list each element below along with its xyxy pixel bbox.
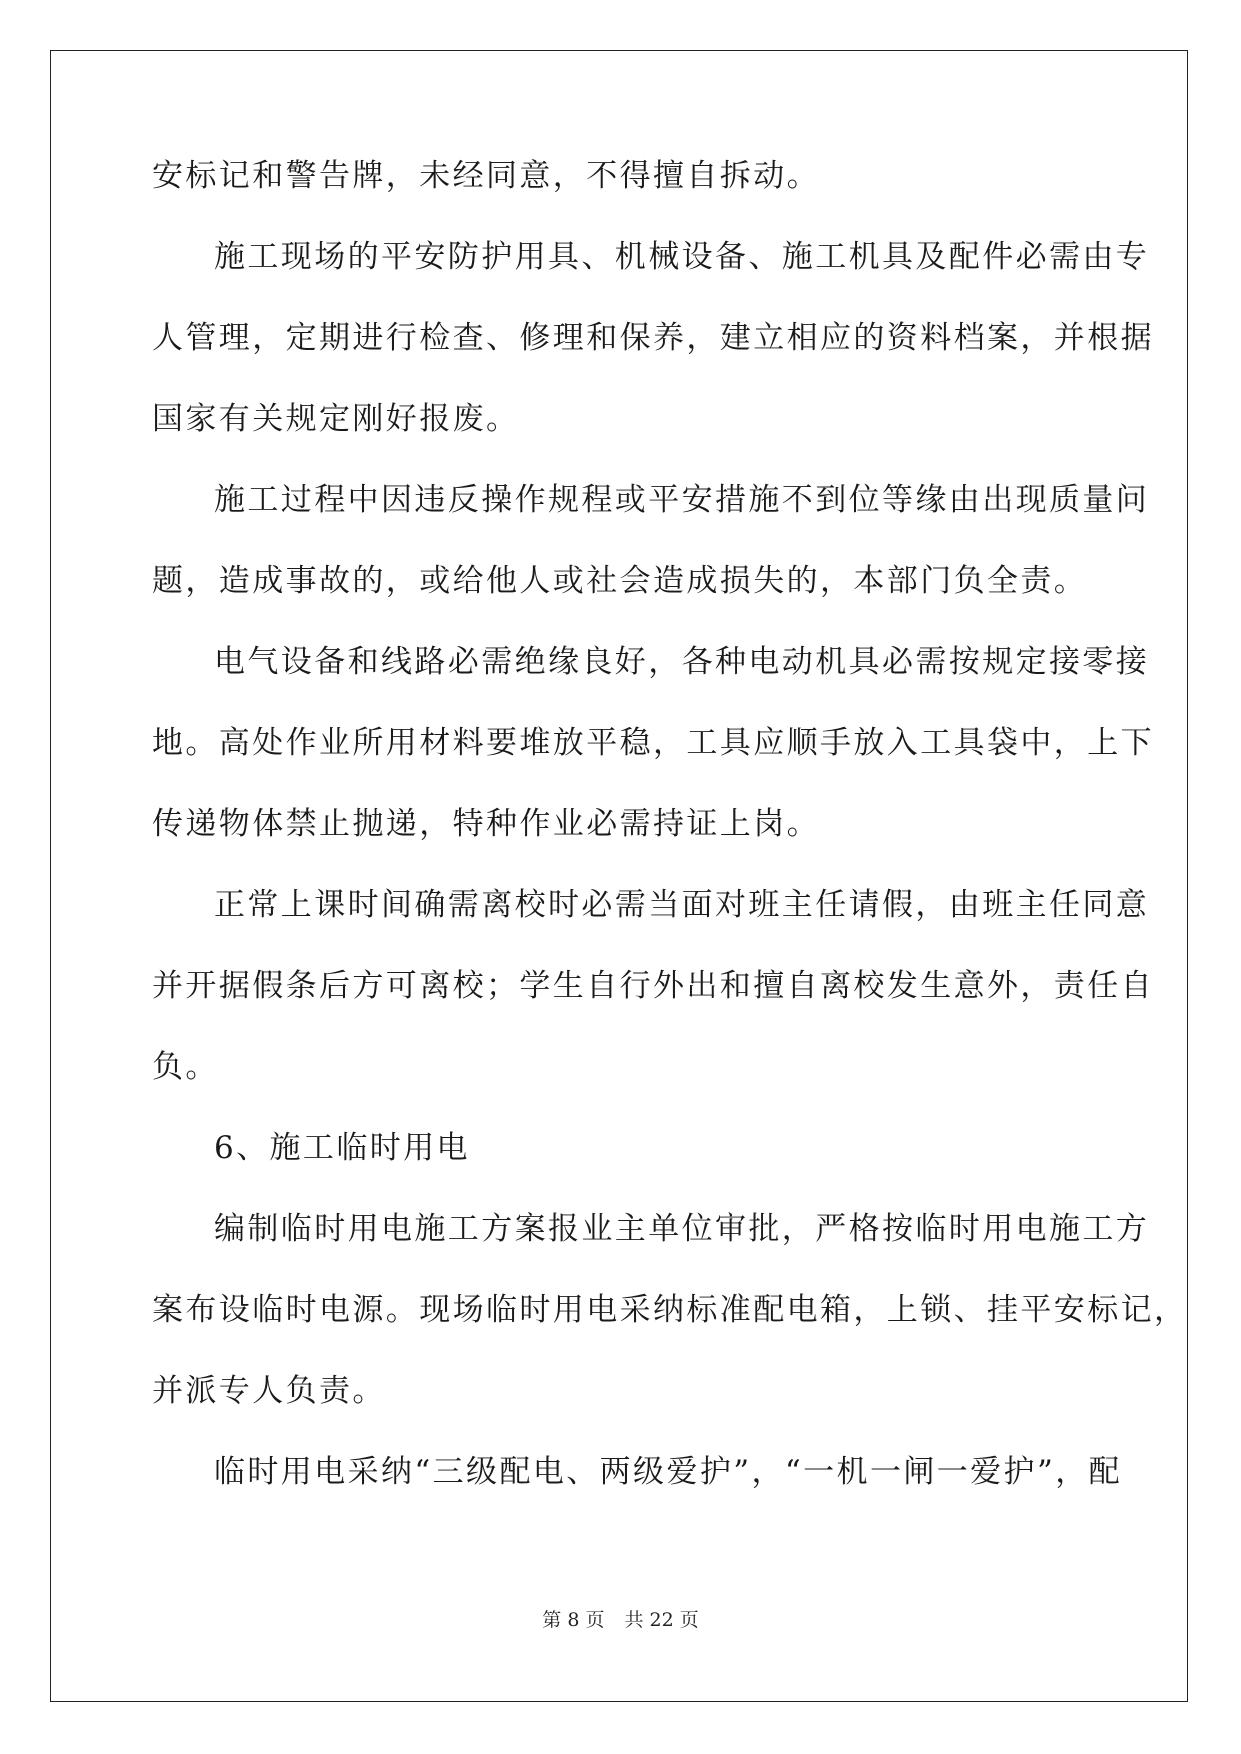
page-footer	[0, 1608, 1241, 1632]
text-line-4: 国家有关规定刚好报废。	[152, 401, 520, 437]
page-total: 共 22 页	[624, 1609, 699, 1631]
text-line-6: 题，造成事故的，或给他人或社会造成损失的，本部门负全责。	[152, 563, 1088, 599]
text-line-10: 正常上课时间确需离校时必需当面对班主任请假，由班主任同意	[214, 887, 1150, 923]
text-line-12: 负。	[152, 1049, 219, 1085]
text-line-11: 并开据假条后方可离校；学生自行外出和擅自离校发生意外，责任自	[152, 968, 1154, 1004]
text-line-14: 编制临时用电施工方案报业主单位审批，严格按临时用电施工方	[214, 1211, 1150, 1247]
text-line-17: 临时用电采纳“三级配电、两级爱护”，“一机一闸一爱护”，配	[214, 1454, 1122, 1490]
text-line-7: 电气设备和线路必需绝缘良好，各种电动机具必需按规定接零接	[214, 644, 1150, 680]
text-line-9: 传递物体禁止抛递，特种作业必需持证上岗。	[152, 806, 820, 842]
section-heading: 6、施工临时用电	[214, 1130, 470, 1166]
text-line-5: 施工过程中因违反操作规程或平安措施不到位等缘由出现质量问	[214, 482, 1150, 518]
text-line-15: 案布设临时电源。现场临时用电采纳标准配电箱，上锁、挂平安标记，	[152, 1292, 1188, 1328]
text-line-3: 人管理，定期进行检查、修理和保养，建立相应的资料档案，并根据	[152, 320, 1154, 356]
text-line-2: 施工现场的平安防护用具、机械设备、施工机具及配件必需由专	[214, 239, 1150, 275]
document-body	[152, 158, 1188, 1535]
text-line-8: 地。高处作业所用材料要堆放平稳，工具应顺手放入工具袋中，上下	[152, 725, 1154, 761]
page-number: 第 8 页	[542, 1609, 605, 1631]
text-line-16: 并派专人负责。	[152, 1373, 386, 1409]
text-line-1: 安标记和警告牌，未经同意，不得擅自拆动。	[152, 158, 820, 194]
